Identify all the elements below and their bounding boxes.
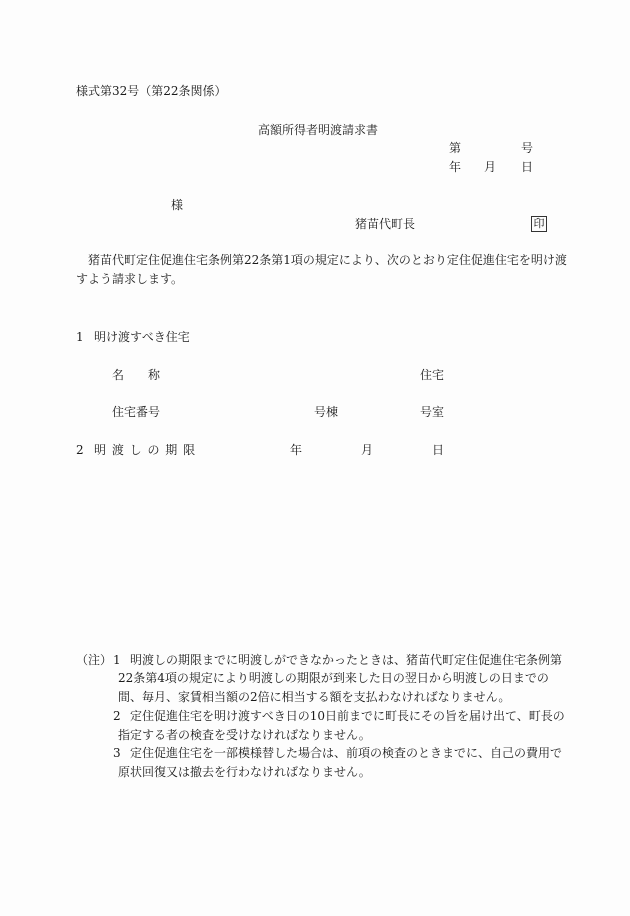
note1-line2: 22条第4項の規定により明渡しの期限が到来した日の翌日から明渡しの日までの (118, 671, 549, 685)
note1-line1: 明渡しの期限までに明渡しができなかったときは、猪苗代町定住促進住宅条例第 (130, 653, 563, 667)
note3-line2: 原状回復又は撤去を行わなければなりません。 (118, 765, 371, 779)
house-name-suffix: 住宅 (420, 368, 445, 382)
issuer-name: 猪苗代町長 (355, 217, 416, 231)
note2-number: 2 (113, 709, 121, 723)
date-year-label: 年 (449, 160, 462, 174)
section2-title: 明 渡 し の 期 限 (94, 443, 197, 457)
date-day-label: 日 (521, 160, 534, 174)
number-suffix: 号 (521, 141, 534, 155)
section1-title: 明け渡すべき住宅 (94, 330, 190, 344)
deadline-month-label: 月 (361, 443, 374, 457)
house-name-label: 名 称 (112, 368, 161, 382)
notes-label: （注） (76, 653, 113, 667)
deadline-day-label: 日 (432, 443, 445, 457)
note2-line2: 指定する者の検査を受けなければなりません。 (118, 728, 371, 742)
body-paragraph-line1: 猪苗代町定住促進住宅条例第22条第1項の規定により、次のとおり定住促進住宅を明け渡 (88, 253, 567, 267)
seal-mark (531, 216, 547, 232)
number-prefix: 第 (449, 141, 462, 155)
note2-line1: 定住促進住宅を明け渡すべき日の10日前までに町長にその旨を届け出て、町長の (130, 709, 565, 723)
note3-line1: 定住促進住宅を一部模様替した場合は、前項の検査のときまでに、自己の費用で (130, 746, 563, 760)
note3-number: 3 (113, 746, 121, 760)
seal-icon: 印 (531, 216, 547, 232)
section1-number: 1 (76, 330, 84, 344)
body-paragraph-line2: すよう請求します。 (76, 272, 184, 286)
house-number-label: 住宅番号 (112, 405, 161, 419)
form-number: 様式第32号（第22条関係） (76, 84, 227, 98)
addressee-suffix: 様 (171, 198, 184, 212)
date-month-label: 月 (484, 160, 497, 174)
document-title: 高額所得者明渡請求書 (258, 123, 379, 137)
section2-number: 2 (76, 443, 84, 457)
building-suffix: 号棟 (314, 405, 339, 419)
note1-number: 1 (113, 653, 121, 667)
deadline-year-label: 年 (290, 443, 303, 457)
room-suffix: 号室 (420, 405, 445, 419)
note1-line3: 間、毎月、家賃相当額の2倍に相当する額を支払わなければなりません。 (118, 690, 511, 704)
